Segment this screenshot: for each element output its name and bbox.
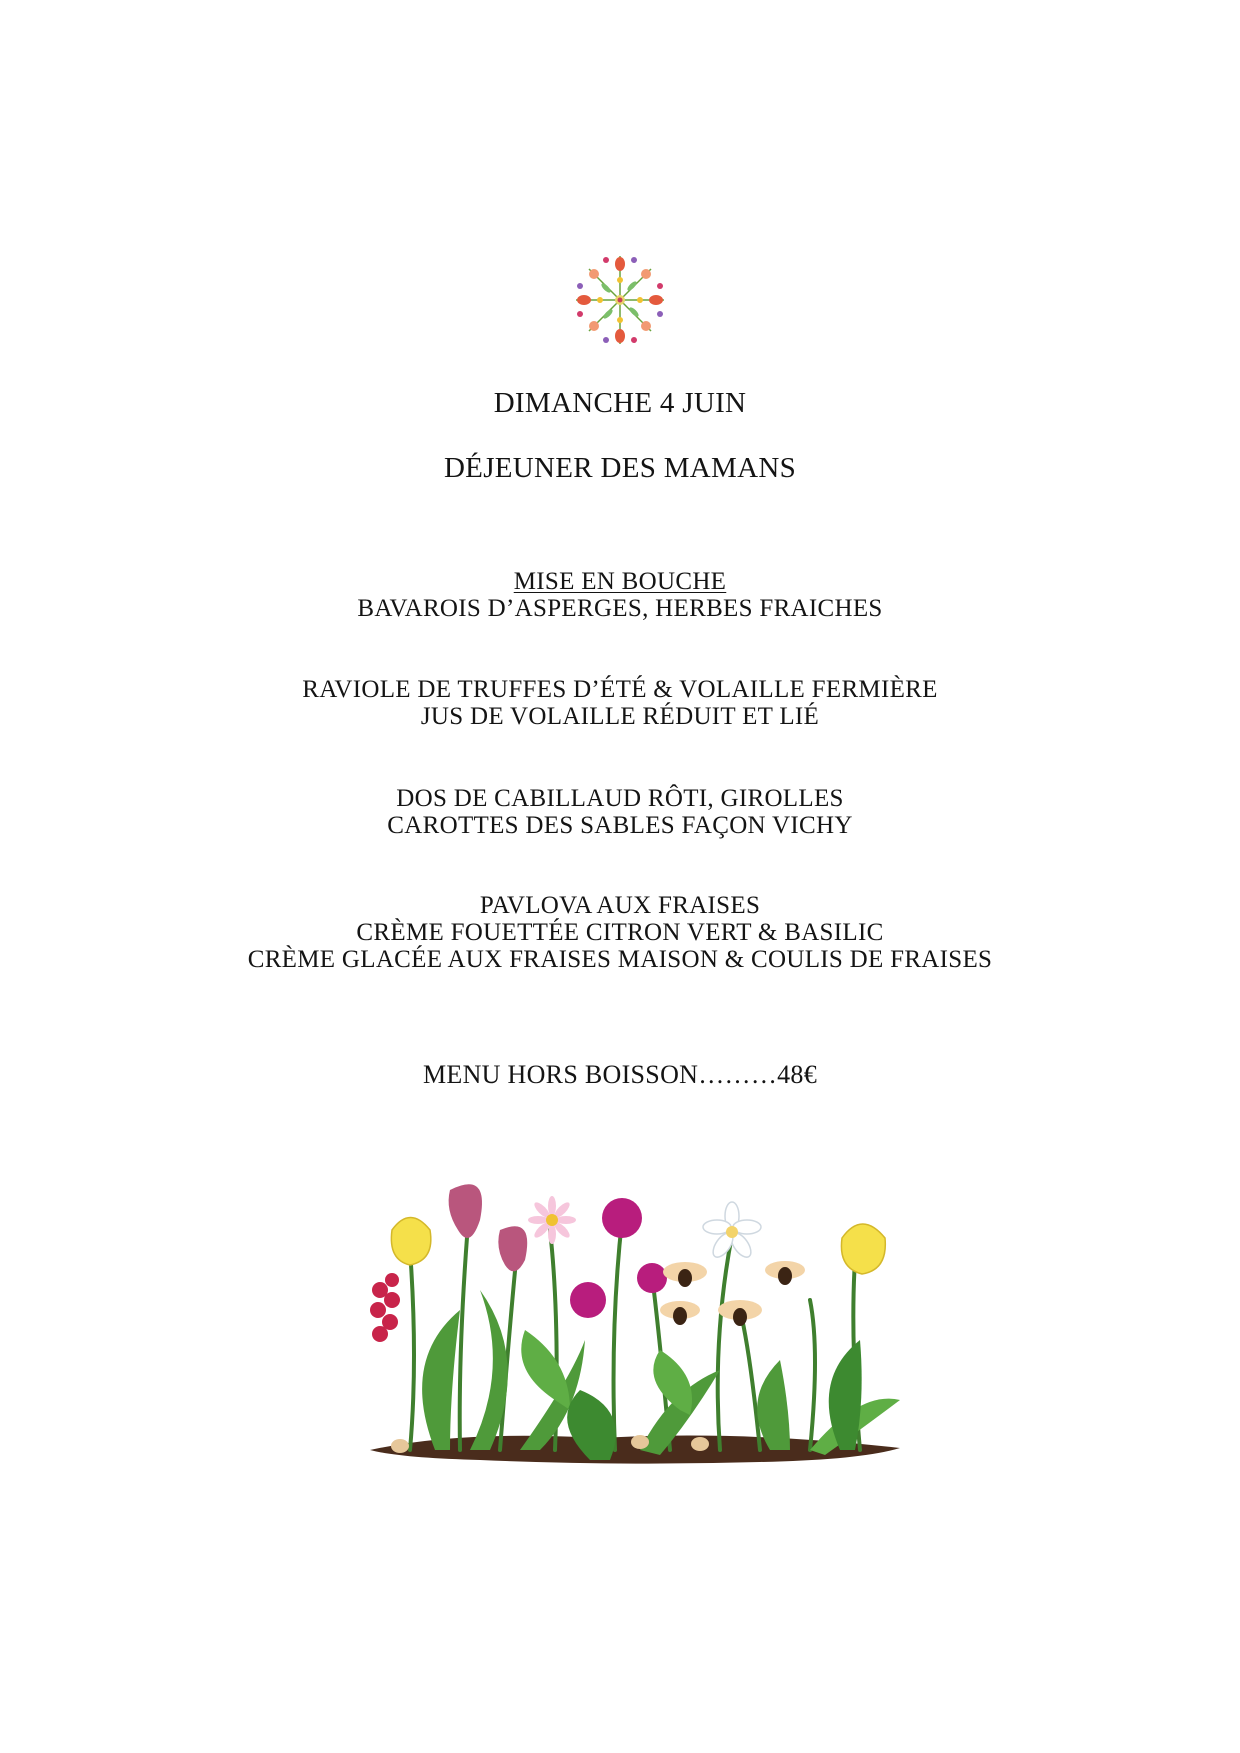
event-title: DÉJEUNER DES MAMANS [443,452,797,484]
course-line: BAVAROIS D’ASPERGES, HERBES FRAICHES [357,595,883,622]
event-date: DIMANCHE 4 JUIN [493,387,747,419]
course-dessert [0,892,1240,973]
course-line: RAVIOLE DE TRUFFES D’ÉTÉ & VOLAILLE FERMIÈRE [302,676,938,703]
course-line: CAROTTES DES SABLES FAÇON VICHY [387,812,853,839]
floral-mandala-icon [564,244,676,356]
course-line: CRÈME FOUETTÉE CITRON VERT & BASILIC [356,919,884,946]
spring-flowers-illustration [340,1160,912,1500]
course-line: CRÈME GLACÉE AUX FRAISES MAISON & COULIS DE FRAISES [247,946,993,973]
menu-price: MENU HORS BOISSON………48€ [422,1060,818,1089]
course-main [0,785,1240,839]
course-line: JUS DE VOLAILLE RÉDUIT ET LIÉ [420,703,820,730]
course-line: PAVLOVA AUX FRAISES [479,892,761,919]
course-amuse-bouche [0,568,1240,622]
course-starter [0,676,1240,730]
course-heading: MISE EN BOUCHE [513,568,727,595]
course-line: DOS DE CABILLAUD RÔTI, GIROLLES [396,785,844,812]
